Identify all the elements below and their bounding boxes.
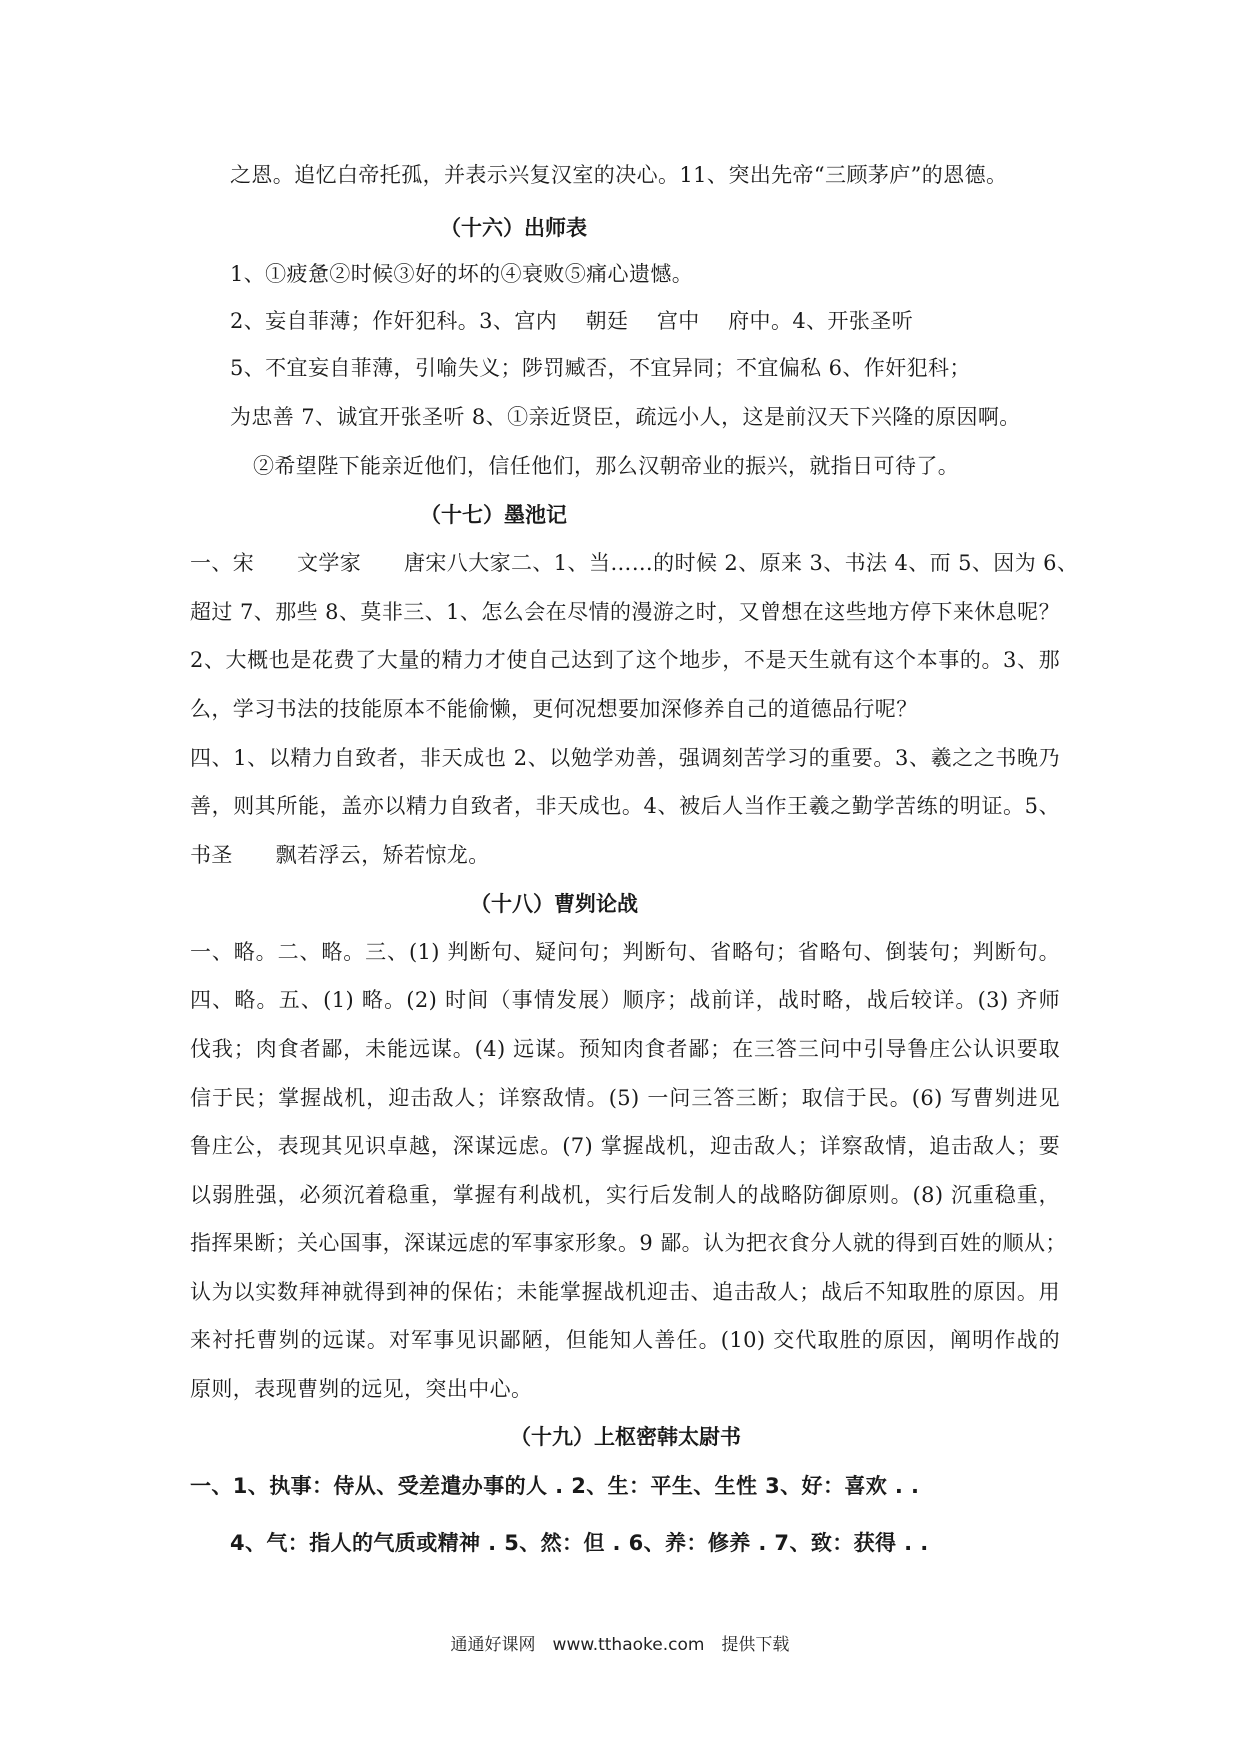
section-heading-17: （十七）墨池记 [420,503,567,527]
text-line: 伐我；肉食者鄙，未能远谋。(4) 远谋。预知肉食者鄙；在三答三问中引导鲁庄公认识要取 [190,1037,1060,1061]
text-line: 以弱胜强，必须沉着稳重，掌握有利战机，实行后发制人的战略防御原则。(8) 沉重稳重， [190,1183,1060,1207]
text-line: 认为以实数拜神就得到神的保佑；未能掌握战机迎击、追击敌人；战后不知取胜的原因。用 [190,1280,1060,1304]
text-line: 5、不宜妄自菲薄，引喻失义；陟罚臧否，不宜异同；不宜偏私 6、作奸犯科； [230,356,971,380]
text-line: 一、略。二、略。三、(1) 判断句、疑问句；判断句、省略句；省略句、倒装句；判断句。 [190,940,1060,964]
text-line: 4、气：指人的气质或精神 . 5、然：但 . 6、养：修养 . 7、致：获得 . . [230,1531,929,1555]
text-line: 1、①疲惫②时候③好的坏的④衰败⑤痛心遗憾。 [230,262,694,286]
text-line: 来衬托曹刿的远谋。对军事见识鄙陋，但能知人善任。(10) 交代取胜的原因，阐明作战的 [190,1328,1060,1352]
text-line: 原则，表现曹刿的远见，突出中心。 [190,1377,533,1401]
page-footer: 通通好课网 www.tthaoke.com 提供下载 [450,1635,790,1655]
section-heading-19: （十九）上枢密韩太尉书 [510,1425,741,1449]
text-line: ②希望陛下能亲近他们，信任他们，那么汉朝帝业的振兴，就指日可待了。 [253,454,960,478]
text-line: 鲁庄公，表现其见识卓越，深谋远虑。(7) 掌握战机，迎击敌人；详察敌情，追击敌人；要 [190,1134,1060,1158]
section-heading-16: （十六）出师表 [440,216,587,240]
text-line: 四、1、以精力自致者，非天成也 2、以勉学劝善，强调刻苦学习的重要。3、羲之之书晚乃 [190,746,1060,770]
text-line: 善，则其所能，盖亦以精力自致者，非天成也。4、被后人当作王羲之勤学苦练的明证。5、 [190,794,1060,818]
section-heading-18: （十八）曹刿论战 [470,892,638,916]
text-line: 之恩。追忆白帝托孤，并表示兴复汉室的决心。11、突出先帝“三顾茅庐”的恩德。 [230,163,1008,187]
text-line: 为忠善 7、诚宜开张圣听 8、①亲近贤臣，疏远小人，这是前汉天下兴隆的原因啊。 [230,405,1021,429]
text-line: 书圣 飘若浮云，矫若惊龙。 [190,843,490,867]
text-line: 2、妄自菲薄；作奸犯科。3、宫内 朝廷 宫中 府中。4、开张圣听 [230,309,914,333]
text-line: 么，学习书法的技能原本不能偷懒，更何况想要加深修养自己的道德品行呢？ [190,697,918,721]
text-line: 一、1、执事：侍从、受差遣办事的人 . 2、生：平生、生性 3、好：喜欢 . . [190,1474,920,1498]
text-line: 超过 7、那些 8、莫非三、1、怎么会在尽情的漫游之时，又曾想在这些地方停下来休息呢？ [190,600,1060,624]
text-line: 信于民；掌握战机，迎击敌人；详察敌情。(5) 一问三答三断；取信于民。(6) 写曹刿进见 [190,1086,1060,1110]
text-line: 四、略。五、(1) 略。(2) 时间（事情发展）顺序；战前详，战时略，战后较详。(3) 齐师 [190,988,1060,1012]
text-line: 指挥果断；关心国事，深谋远虑的军事家形象。9 鄙。认为把衣食分人就的得到百姓的顺从； [190,1231,1067,1255]
text-line: 一、宋 文学家 唐宋八大家二、1、当……的时候 2、原来 3、书法 4、而 5、因为 6、 [190,551,1079,575]
text-line: 2、大概也是花费了大量的精力才使自己达到了这个地步，不是天生就有这个本事的。3、那 [190,648,1060,672]
